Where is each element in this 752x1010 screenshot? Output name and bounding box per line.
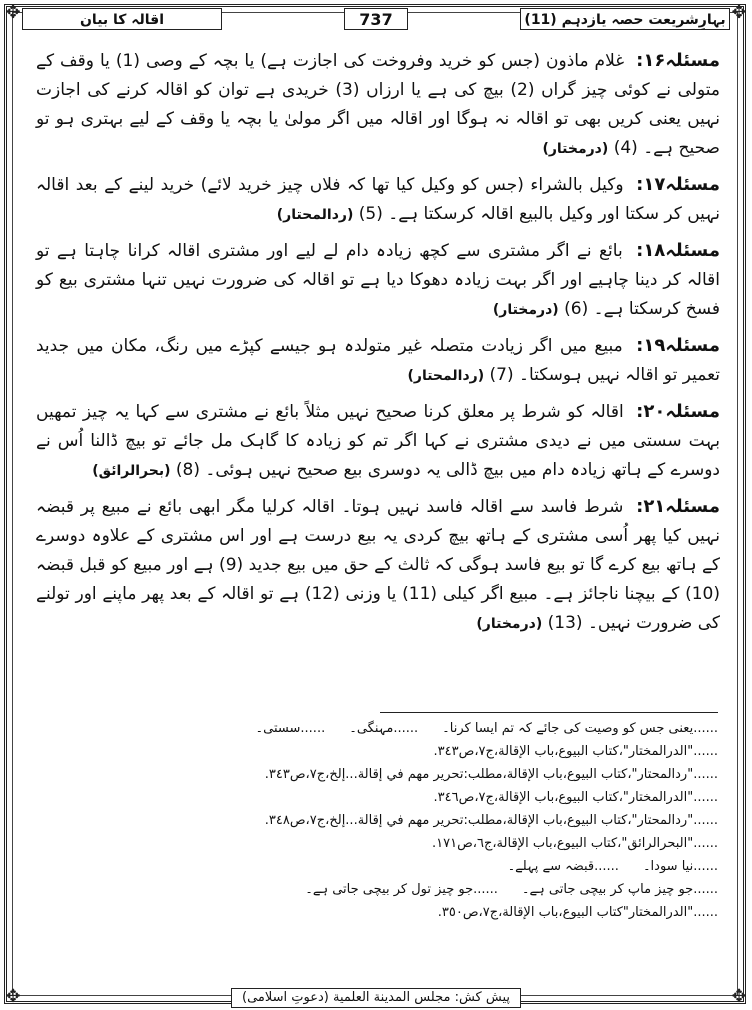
paragraph xyxy=(36,492,720,639)
corner-ornament-icon: ✥ xyxy=(5,2,21,23)
footnote: ......"الدرالمختار"،كتاب البيوع،باب الإقالة،ج٧،ص٣٤٦. xyxy=(433,790,718,805)
corner-ornament-icon: ✥ xyxy=(5,986,21,1007)
rule-number: مسئلہ۱۶: xyxy=(636,50,721,71)
footnote-row xyxy=(40,879,718,902)
main-content xyxy=(36,46,720,645)
reference: (ردالمحتار) xyxy=(276,207,354,223)
paragraph-text: اقالہ کو شرط پر معلق کرنا صحیح نہیں مثلاً بائع نے مشتری سے کہا یہ چیز تمھیں بہت سستی میں نے دیدی مشتری نے کہا اگر تم کو زیادہ کا گاہک مل جائے تو بیچ ڈالنا اُس نے دوسرے کے ہاتھ زیادہ دام میں بیچ ڈالی یہ دوسری بیع صحیح نہیں ہوئی۔ (8) xyxy=(36,402,720,480)
footnote-row xyxy=(40,718,718,741)
footnote: ......"الدرالمختار"كتاب البيوع،باب الإقالة،ج٧،ص٣٥٠. xyxy=(437,905,718,920)
paragraph xyxy=(36,397,720,486)
reference: (ردالمحتار) xyxy=(407,368,485,384)
page-footer xyxy=(0,986,752,1006)
paragraph xyxy=(36,331,720,391)
rule-number: مسئلہ۱۷: xyxy=(636,174,721,195)
rule-number: مسئلہ۱۹: xyxy=(636,335,721,356)
page-header xyxy=(22,6,730,32)
rule-number: مسئلہ۲۱: xyxy=(636,496,720,517)
chapter-title: اقالہ کا بیان xyxy=(22,8,222,30)
paragraph xyxy=(36,236,720,325)
publisher-credit: پیش کش: مجلس المدینة العلمیة (دعوتِ اسلامی) xyxy=(231,988,521,1008)
footnote: ......جو چیز ماپ کر بیچی جاتی ہے۔ xyxy=(521,882,718,897)
paragraph-text: مبیع میں اگر زیادت متصلہ غیر متولدہ ہو جیسے کپڑے میں رنگ، مکان میں جدید تعمیر تو اقالہ نہیں ہوسکتا۔ (7) xyxy=(36,336,720,385)
footnote: ......جو چیز تول کر بیچی جاتی ہے۔ xyxy=(305,882,498,897)
paragraph-text: غلام ماذون (جس کو خرید وفروخت کی اجازت ہے) یا بچہ کے وصی (1) یا وقف کے متولی نے کوئی چیز گراں (2) بیچ کی ہے یا ارزاں (3) خریدی ہے توان کو اقالہ کرنے کی اجازت نہیں یعنی کریں بھی تو اقالہ نہ ہوگا اور اقالہ میں اگر مولیٰ یا بچہ یا وقف کے لیے بہتری ہو تو صحیح ہے۔ (4) xyxy=(36,51,721,158)
book-title: بہارِشریعت حصہ یازدہم (11) xyxy=(520,8,730,30)
footnote: ......"ردالمحتار"،كتاب البيوع،باب الإقالة،مطلب:تحرير مهم في إقالة...إلخ،ج٧،ص٣٤٣. xyxy=(264,767,718,782)
footnote: ......"ردالمحتار"،كتاب البيوع،باب الإقالة،مطلب:تحرير مهم في إقالة...إلخ،ج٧،ص٣٤٨. xyxy=(264,813,718,828)
footnote: ......نیا سودا۔ xyxy=(642,859,718,874)
footnote: ......قبضہ سے پہلے۔ xyxy=(507,859,619,874)
page-number: 737 xyxy=(344,8,408,30)
footnote: ......"الدرالمختار"،كتاب البيوع،باب الإقالة،ج٧،ص٣٤٣. xyxy=(433,744,718,759)
paragraph-text: وکیل بالشراء (جس کو وکیل کیا تھا کہ فلاں چیز خرید لائے) خرید لینے کے بعد اقالہ نہیں کر سکتا اور وکیل بالبیع اقالہ کرسکتا ہے۔ (5) xyxy=(36,175,720,224)
footnote-row xyxy=(40,856,718,879)
footnote-separator xyxy=(380,712,718,713)
reference: (بحرالرائق) xyxy=(92,463,171,479)
corner-ornament-icon: ✥ xyxy=(731,986,747,1007)
footnotes xyxy=(40,718,718,925)
footnote: ......سستی۔ xyxy=(255,721,326,736)
corner-ornament-icon: ✥ xyxy=(731,2,747,23)
paragraph-text: بائع نے اگر مشتری سے کچھ زیادہ دام لے لیے اور مشتری اقالہ کرانا چاہتا ہے تو اقالہ کر دینا چاہیے اور اگر بہت زیادہ دھوکا دیا ہے تو اقالہ کی ضرورت نہیں تنہا مشتری بیع کو فسخ کرسکتا ہے۔ (6) xyxy=(36,241,720,319)
reference: (درمختار) xyxy=(476,616,543,632)
paragraph-text: شرط فاسد سے اقالہ فاسد نہیں ہوتا۔ اقالہ کرلیا مگر ابھی بائع نے مبیع پر قبضہ نہیں کیا پھر اُسی مشتری کے ہاتھ بیچ کردی یہ بیع درست ہے اور اس مشتری کے علاوہ دوسرے کے ہاتھ بیع کرے گا تو بیع فاسد ہوگی کہ ثالث کے حق میں بیع جدید (9) ہے اور مبیع کو قبل قبضہ (10) کے بیچنا ناجائز ہے۔ مبیع اگر کیلی (11) یا وزنی (12) ہے تو اقالہ کے بعد پھر ماپنے اور تولنے کی ضرورت نہیں۔ (13) xyxy=(36,497,721,633)
paragraph xyxy=(36,46,720,164)
reference: (درمختار) xyxy=(492,302,559,318)
paragraph xyxy=(36,170,720,230)
footnote: ......"البحرالرائق"،كتاب البيوع،باب الإقالة،ج٦،ص١٧١. xyxy=(431,836,718,851)
footnote: ......یعنی جس کو وصیت کی جائے کہ تم ایسا کرنا۔ xyxy=(442,721,718,736)
rule-number: مسئلہ۲۰: xyxy=(636,401,721,422)
reference: (درمختار) xyxy=(542,141,609,157)
footnote: ......مہنگی۔ xyxy=(349,721,419,736)
rule-number: مسئلہ۱۸: xyxy=(636,240,720,261)
